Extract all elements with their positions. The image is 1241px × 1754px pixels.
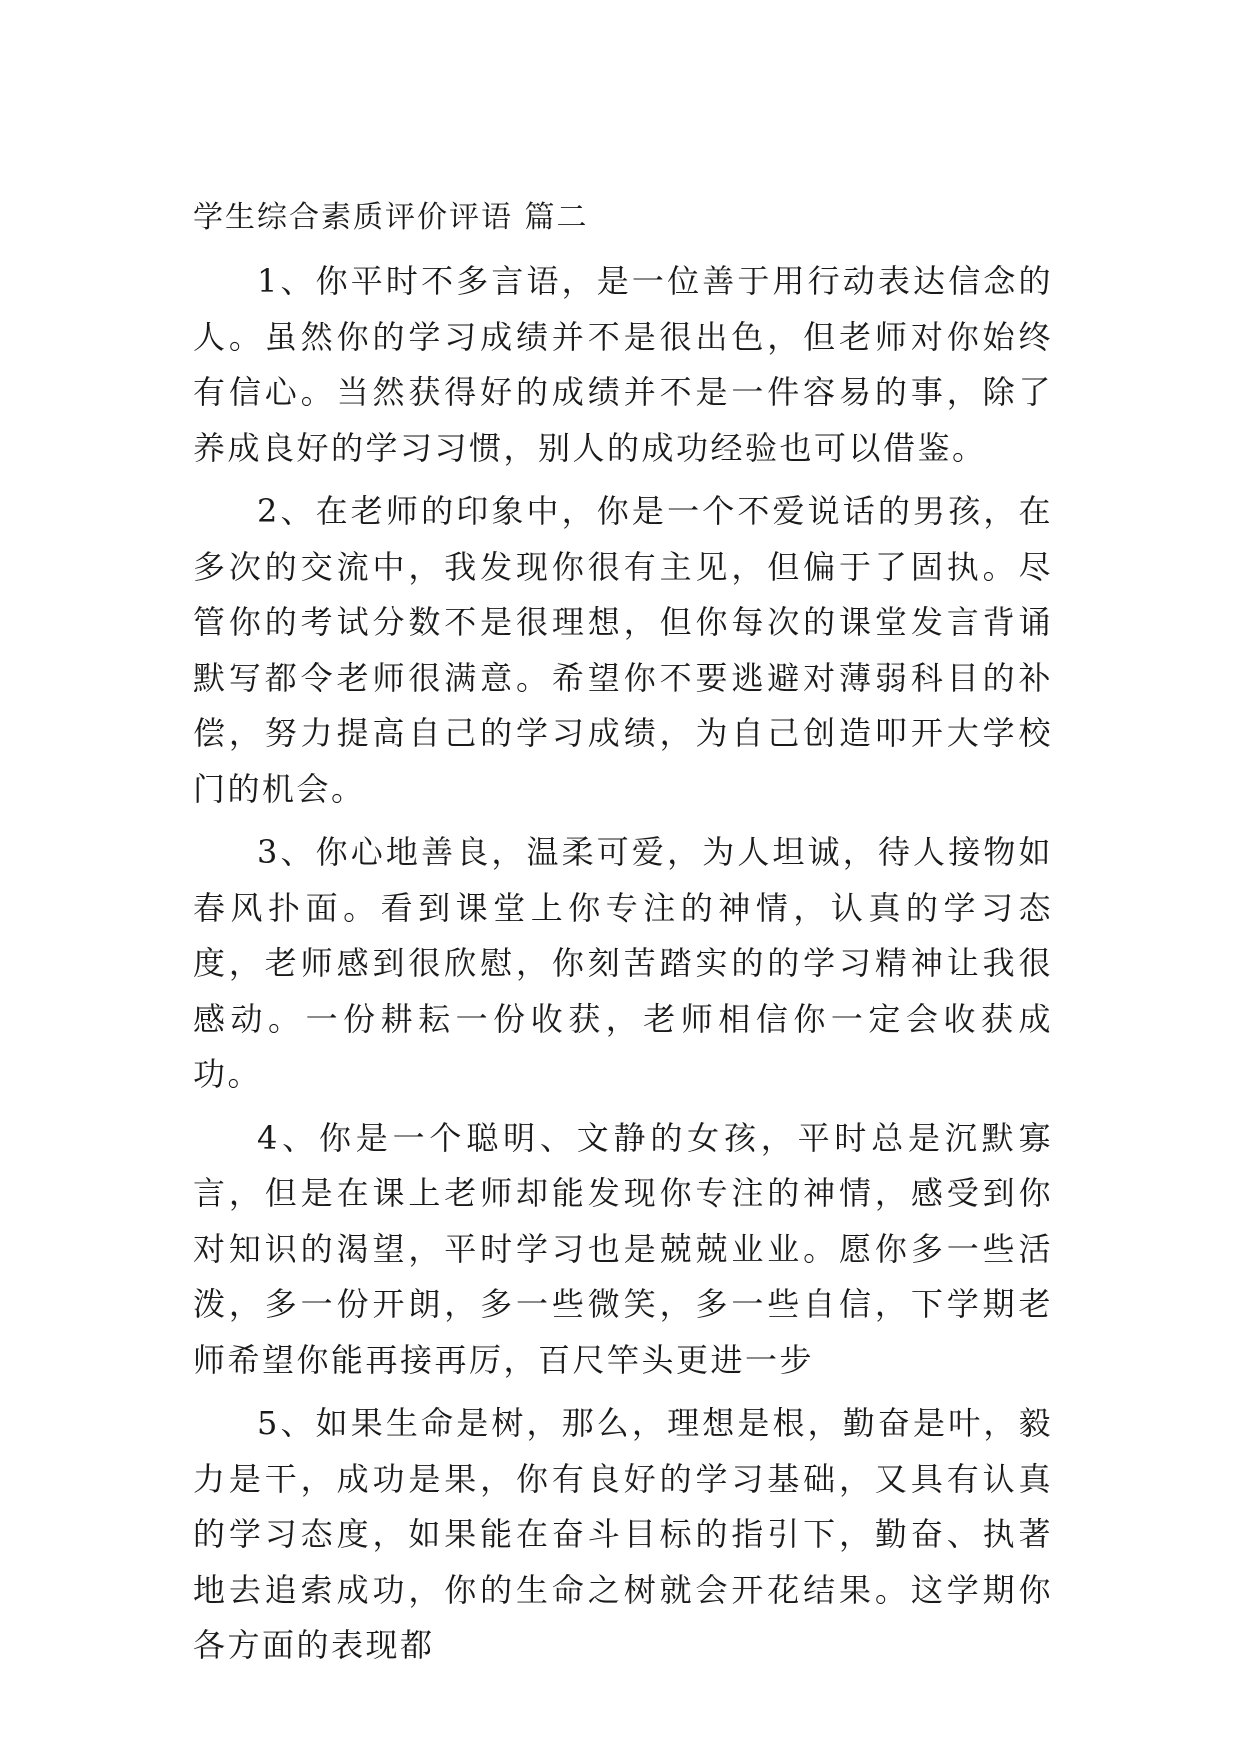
comment-paragraph-3: 3、你心地善良，温柔可爱，为人坦诚，待人接物如春风扑面。看到课堂上你专注的神情，认真的学习态度，老师感到很欣慰，你刻苦踏实的的学习精神让我很感动。一份耕耘一份收获，老师相信你一定会收获成功。 [193, 833, 1053, 1093]
comment-paragraph-2: 2、在老师的印象中，你是一个不爱说话的男孩，在多次的交流中，我发现你很有主见，但偏于了固执。尽管你的考试分数不是很理想，但你每次的课堂发言背诵默写都令老师很满意。希望你不要逃避对薄弱科目的补偿，努力提高自己的学习成绩，为自己创造叩开大学校门的机会。 [193, 492, 1053, 808]
document-title: 学生综合素质评价评语 篇二 [193, 200, 589, 235]
document-body [193, 196, 1053, 1682]
comment-paragraph-4: 4、你是一个聪明、文静的女孩，平时总是沉默寡言，但是在课上老师却能发现你专注的神情，感受到你对知识的渴望，平时学习也是兢兢业业。愿你多一些活泼，多一份开朗，多一些微笑，多一些自信，下学期老师希望你能再接再厉，百尺竿头更进一步 [193, 1118, 1053, 1379]
comment-paragraph-1: 1、你平时不多言语，是一位善于用行动表达信念的人。虽然你的学习成绩并不是很出色，但老师对你始终有信心。当然获得好的成绩并不是一件容易的事，除了养成良好的学习习惯，别人的成功经验也可以借鉴。 [193, 262, 1053, 467]
comment-paragraph-5: 5、如果生命是树，那么，理想是根，勤奋是叶，毅力是干，成功是果，你有良好的学习基础，又具有认真的学习态度，如果能在奋斗目标的指引下，勤奋、执著地去追索成功，你的生命之树就会开花结果。这学期你各方面的表现都 [193, 1404, 1053, 1664]
